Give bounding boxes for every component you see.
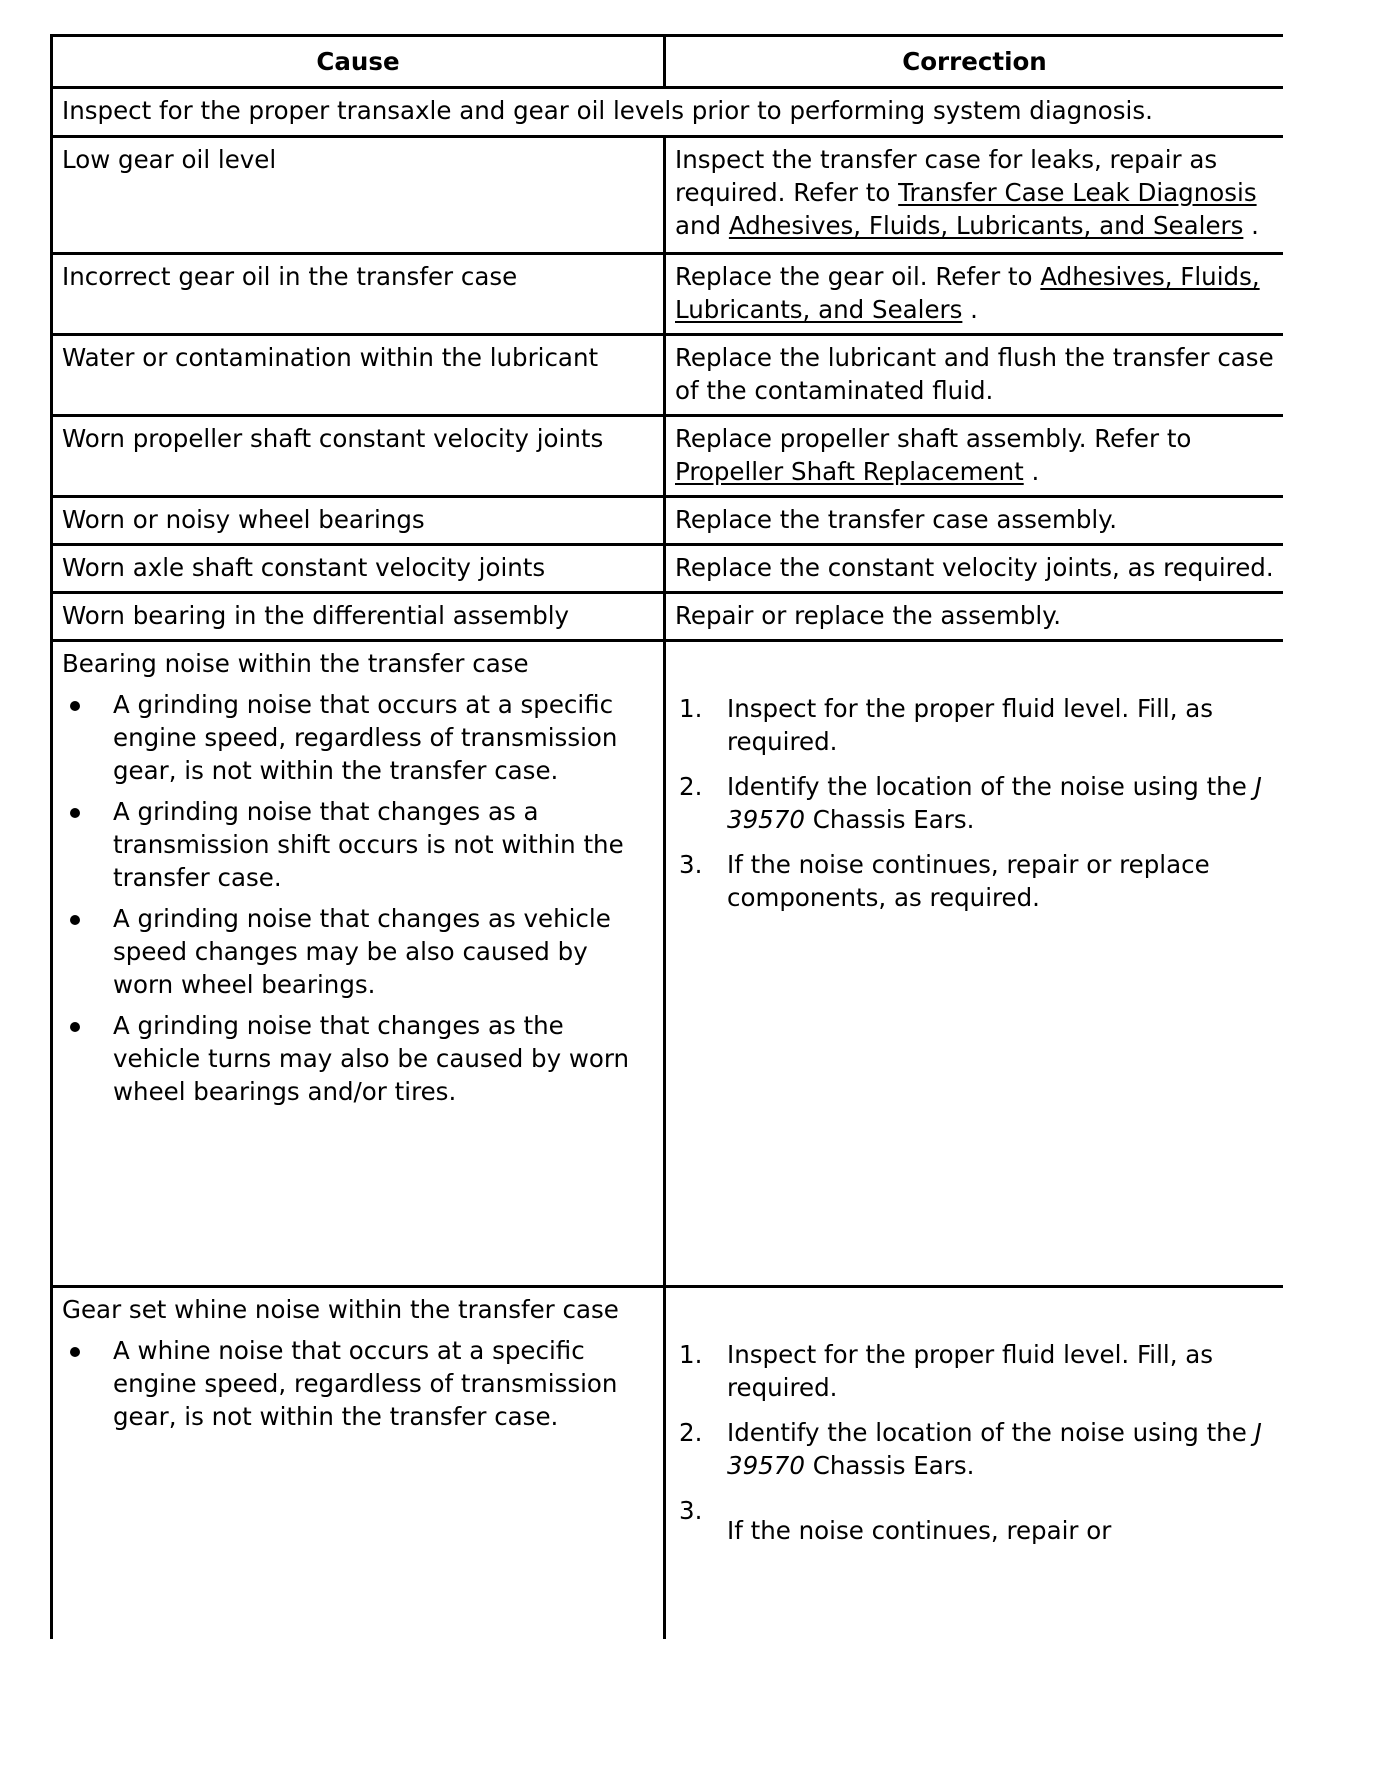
note-cell: Inspect for the proper transaxle and gear oil levels prior to performing system diagnosis. <box>52 88 1284 137</box>
bullet-icon <box>70 701 80 711</box>
table-row <box>52 416 1284 497</box>
step-item: 2. Identify the location of the noise using the J 39570 Chassis Ears. <box>679 772 1262 834</box>
table-header-row <box>52 36 1284 88</box>
correction-text: Replace propeller shaft assembly. Refer to <box>675 424 1192 453</box>
table-row <box>52 641 1284 1287</box>
table-row <box>52 254 1284 335</box>
correction-text: Inspect the transfer case for leaks, repair as required. Refer to <box>675 145 1218 207</box>
correction-text: Replace the gear oil. Refer to <box>675 262 1041 291</box>
correction-text: . <box>1243 211 1259 240</box>
cause-cell: Incorrect gear oil in the transfer case <box>52 254 665 335</box>
correction-cell <box>665 641 1284 1287</box>
cause-cell: Worn or noisy wheel bearings <box>52 497 665 545</box>
bullet-icon <box>70 1022 80 1032</box>
step-item: 1. Inspect for the proper fluid level. Fill, as required. <box>679 1340 1214 1402</box>
correction-cell <box>665 416 1284 497</box>
link-adhesives-fluids[interactable]: Adhesives, Fluids, Lubricants, and Sealers <box>675 262 1260 324</box>
header-cause: Cause <box>52 36 665 88</box>
correction-cell <box>665 137 1284 254</box>
table-row <box>52 1287 1284 1640</box>
table-row <box>52 335 1284 416</box>
bullet-item: A grinding noise that changes as the vehicle turns may also be caused by worn wheel bearings and/or tires. <box>62 1009 654 1108</box>
correction-text: . <box>962 295 978 324</box>
cause-cell: Worn bearing in the differential assembly <box>52 593 665 641</box>
correction-cell <box>665 1287 1284 1640</box>
correction-cell <box>665 254 1284 335</box>
table-row <box>52 593 1284 641</box>
link-propeller-shaft-replacement[interactable]: Propeller Shaft Replacement <box>675 457 1024 486</box>
cause-cell: Low gear oil level <box>52 137 665 254</box>
bullet-icon <box>70 808 80 818</box>
cause-cell: Water or contamination within the lubricant <box>52 335 665 416</box>
step-item: 1. Inspect for the proper fluid level. Fill, as required. <box>679 694 1214 756</box>
link-transfer-case-leak-diagnosis[interactable]: Transfer Case Leak Diagnosis <box>898 178 1257 207</box>
step-item: 3. If the noise continues, repair or <box>679 1496 1112 1545</box>
document-page <box>50 34 1283 1724</box>
bullet-item: A grinding noise that changes as a transmission shift occurs is not within the transfer case. <box>62 795 654 894</box>
cause-cell <box>52 641 665 1287</box>
bullet-icon <box>70 1347 80 1357</box>
correction-steps <box>675 692 1274 914</box>
table-note-row <box>52 88 1284 137</box>
correction-text: . <box>1023 457 1040 486</box>
correction-cell: Replace the lubricant and flush the transfer case of the contaminated fluid. <box>665 335 1284 416</box>
link-adhesives-fluids[interactable]: Adhesives, Fluids, Lubricants, and Sealers <box>728 211 1244 240</box>
correction-cell: Repair or replace the assembly. <box>665 593 1284 641</box>
table-row <box>52 545 1284 593</box>
cause-cell: Worn propeller shaft constant velocity joints <box>52 416 665 497</box>
header-correction: Correction <box>665 36 1284 88</box>
step-item: 2. Identify the location of the noise using the J 39570 Chassis Ears. <box>679 1418 1262 1480</box>
cause-bullet-list <box>62 1334 654 1433</box>
table-row <box>52 497 1284 545</box>
bullet-item: A grinding noise that occurs at a specific engine speed, regardless of transmission gear, is not within the transfer case. <box>62 688 654 787</box>
correction-text: and <box>675 211 729 240</box>
cause-title: Bearing noise within the transfer case <box>62 649 529 678</box>
table-row <box>52 137 1284 254</box>
tool-number: J 39570 <box>727 772 1262 834</box>
diagnostic-table <box>50 34 1283 1639</box>
cause-cell: Worn axle shaft constant velocity joints <box>52 545 665 593</box>
cause-title: Gear set whine noise within the transfer case <box>62 1295 619 1324</box>
tool-number: J 39570 <box>727 1418 1262 1480</box>
bullet-item: A grinding noise that changes as vehicle speed changes may be also caused by worn wheel bearings. <box>62 902 654 1001</box>
correction-cell: Replace the constant velocity joints, as required. <box>665 545 1284 593</box>
step-item: 3. If the noise continues, repair or replace components, as required. <box>679 850 1210 912</box>
bullet-icon <box>70 915 80 925</box>
cause-bullet-list <box>62 688 654 1108</box>
correction-steps <box>675 1338 1274 1547</box>
cause-cell <box>52 1287 665 1640</box>
correction-cell: Replace the transfer case assembly. <box>665 497 1284 545</box>
bullet-item: A whine noise that occurs at a specific engine speed, regardless of transmission gear, is not within the transfer case. <box>62 1334 654 1433</box>
